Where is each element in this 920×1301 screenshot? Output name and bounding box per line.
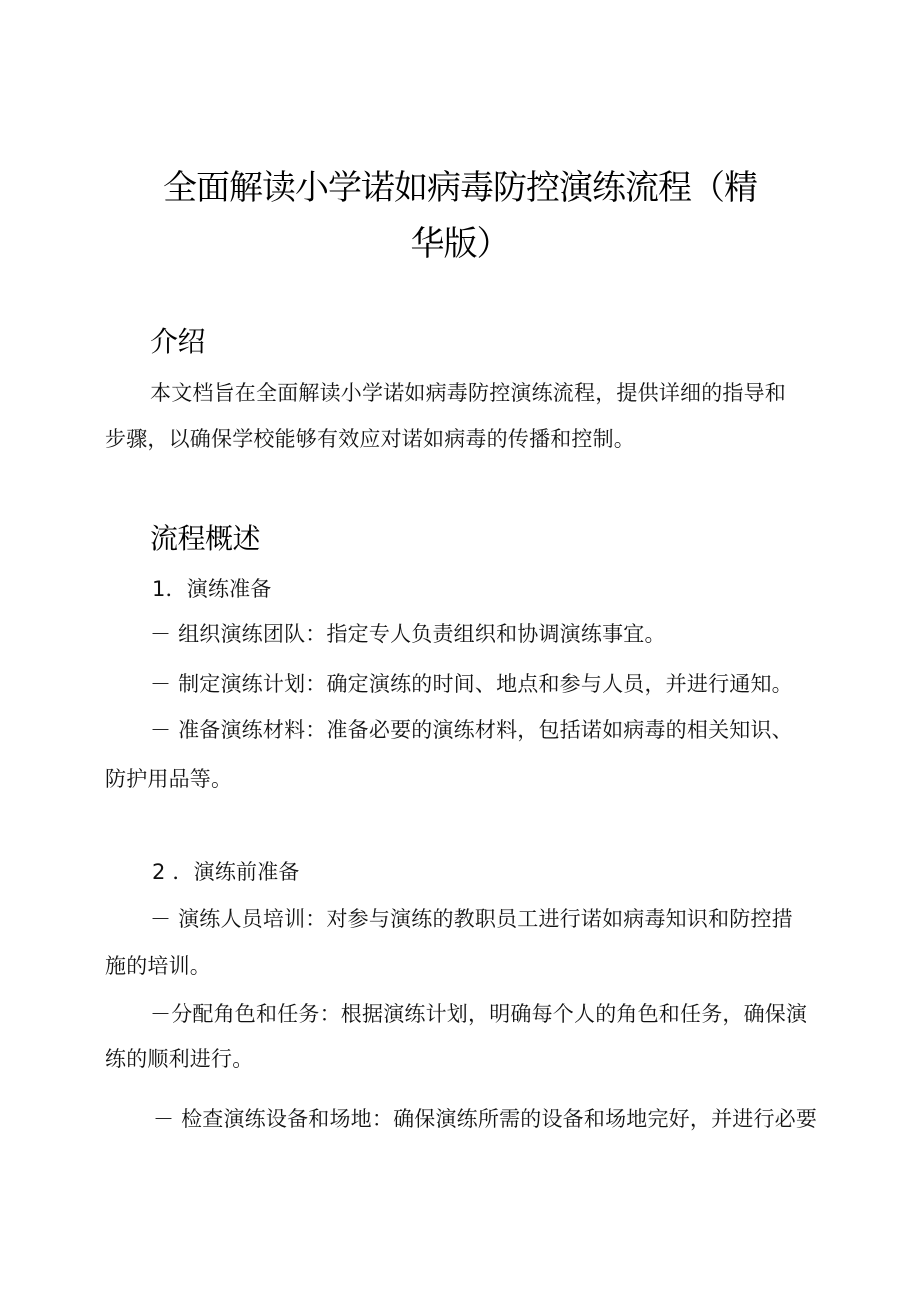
bullet-item: － 演练人员培训：对参与演练的教职员工进行诺如病毒知识和防控措 [150,907,793,931]
bullet-item: － 检查演练设备和场地：确保演练所需的设备和场地完好，并进行必要 [153,1107,818,1131]
section-heading-introduction: 介绍 [150,325,206,358]
list-item-heading-1: 1．演练准备 [152,577,272,601]
list-item-heading-2: 2 ．演练前准备 [152,860,300,884]
intro-paragraph-line-1: 本文档旨在全面解读小学诺如病毒防控演练流程，提供详细的指导和 [150,381,786,405]
bullet-item-continuation: 防护用品等。 [105,767,233,791]
document-title-line-1: 全面解读小学诺如病毒防控演练流程（精 [163,168,757,208]
bullet-item: － 组织演练团队：指定专人负责组织和协调演练事宜。 [150,622,666,646]
bullet-item: － 准备演练材料：准备必要的演练材料，包括诺如病毒的相关知识、 [150,718,793,742]
section-heading-process-overview: 流程概述 [150,522,261,555]
bullet-item: －分配角色和任务：根据演练计划，明确每个人的角色和任务，确保演 [150,1002,808,1026]
bullet-item: － 制定演练计划：确定演练的时间、地点和参与人员，并进行通知。 [150,672,793,696]
bullet-item-continuation: 施的培训。 [105,954,211,978]
document-title-line-2: 华版） [410,224,510,264]
bullet-item-continuation: 练的顺利进行。 [105,1047,254,1071]
intro-paragraph-line-2: 步骤，以确保学校能够有效应对诺如病毒的传播和控制。 [105,427,635,451]
